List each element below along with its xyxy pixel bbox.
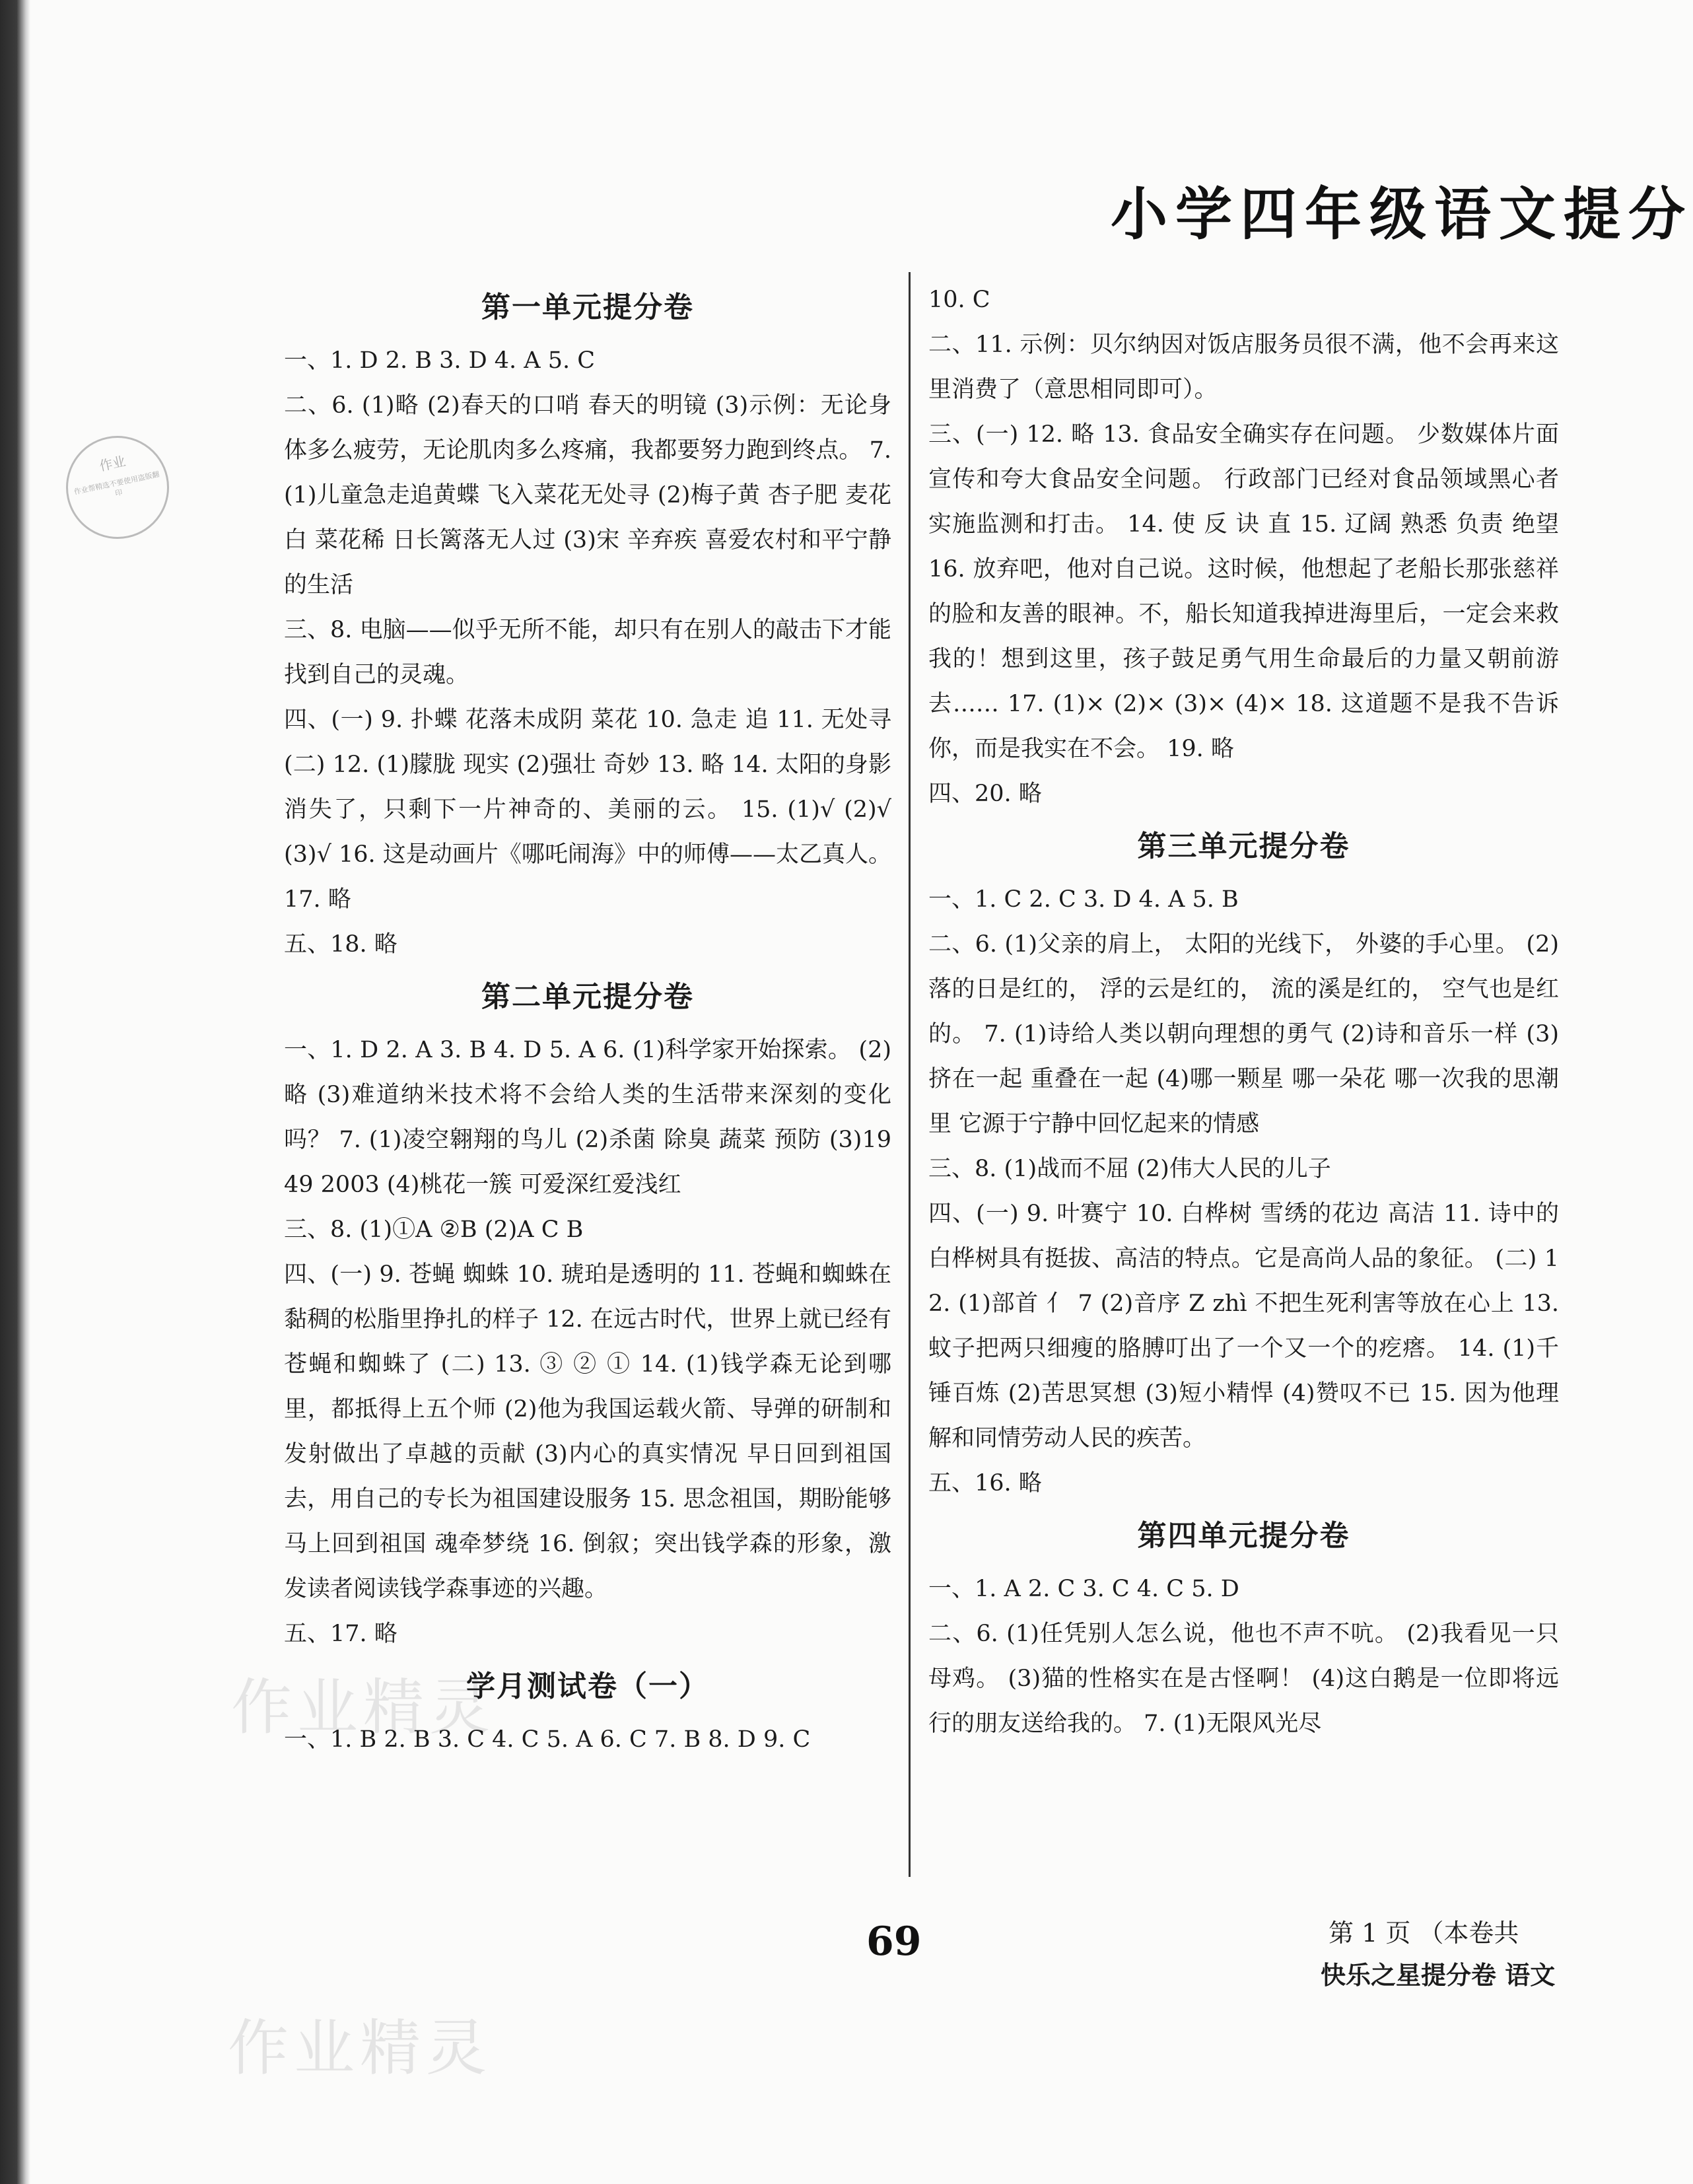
section-title: 第四单元提分卷 [1137,1519,1350,1553]
page-title: 小学四年级语文提分 [1111,182,1693,248]
answer-paragraph: 二、6. (1)父亲的肩上， 太阳的光线下， 外婆的手心里。 (2)落的日是红的， 浮的云是红的， 流的溪是红的， 空气也是红的。 7. (1)诗给人类以朝向理想的勇气 (2)诗和音乐一样 (3)挤在一起 重叠在一起 (4)哪一颗星 哪一朵花 哪一次我的思潮里 它源于宁静中回忆起来的情感 [928,931,1559,1137]
answer-paragraph: 二、6. (1)略 (2)春天的口哨 春天的明镜 (3)示例：无论身体多么疲劳，无论肌肉多么疼痛，我都要努力跑到终点。 7. (1)儿童急走追黄蝶 飞入菜花无处寻 (2)梅子黄 杏子肥 麦花白 菜花稀 日长篱落无人过 (3)宋 辛弃疾 喜爱农村和平宁静的生活 [284,392,891,598]
stamp-title: 作业 [98,452,127,474]
answer-paragraph: 四、(一) 9. 扑蝶 花落未成阴 菜花 10. 急走 追 11. 无处寻 (二) 12. (1)朦胧 现实 (2)强壮 奇妙 13. 略 14. 太阳的身影消失了，只剩下一片神奇的、美丽的云。 15. (1)√ (2)√ (3)√ 16. 这是动画片《哪吒闹海》中的师傅——太乙真人。 17. 略 [284,707,891,913]
section-title: 学月测试卷（一） [466,1670,709,1703]
answer-paragraph: 一、1. B 2. B 3. C 4. C 5. A 6. C 7. B 8. D 9. C [284,1726,811,1753]
answer-paragraph: 五、18. 略 [284,931,397,958]
left-column [284,277,891,1762]
answer-paragraph: 四、20. 略 [928,781,1042,807]
answer-paragraph: 二、6. (1)任凭别人怎么说，他也不声不吭。 (2)我看见一只母鸡。 (3)猫的性格实在是古怪啊！ (4)这白鹅是一位即将远行的朋友送给我的。 7. (1)无限风光尽 [928,1621,1559,1737]
answer-paragraph: 一、1. C 2. C 3. D 4. A 5. B [928,886,1239,913]
answer-paragraph: 五、16. 略 [928,1470,1042,1497]
answer-paragraph: 三、8. (1)战而不屈 (2)伟大人民的儿子 [928,1156,1331,1182]
stamp-logo [56,426,178,548]
right-column [928,277,1559,1746]
answer-paragraph: 三、(一) 12. 略 13. 食品安全确实存在问题。 少数媒体片面宣传和夸大食品安全问题。 行政部门已经对食品领域黑心者实施监测和打击。 14. 使 反 诀 直 15. 辽阔 熟悉 负责 绝望 16. 放弃吧，他对自己说。这时候，他想起了老船长那张慈祥的脸和友善的眼神。不，船长知道我掉进海里后，一定会来救我的！想到这里，孩子鼓足勇气用生命最后的力量又朝前游去…… 17. (1)× (2)× (3)× (4)× 18. 这道题不是我不告诉你，而是我实在不会。 19. 略 [928,421,1559,762]
answer-paragraph: 三、8. 电脑——似乎无所不能，却只有在别人的敲击下才能找到自己的灵魂。 [284,617,891,688]
watermark-bottom: 作业精灵 [228,2013,493,2084]
footer-brand: 快乐之星提分卷 语文 [1321,1960,1556,1990]
page-number: 69 [866,1919,922,1965]
stamp-text: 作业帮精选不要使用盗版翻印 [73,470,160,498]
footer-page-label: 第 1 页 （本卷共 [1329,1919,1519,1948]
section-title: 第二单元提分卷 [481,980,694,1014]
answer-paragraph: 一、1. D 2. A 3. B 4. D 5. A 6. (1)科学家开始探索。 (2)略 (3)难道纳米技术将不会给人类的生活带来深刻的变化吗？ 7. (1)凌空翱翔的鸟儿 (2)杀菌 除臭 蔬菜 预防 (3)1949 2003 (4)桃花一簇 可爱深红爱浅红 [284,1037,891,1198]
answer-paragraph: 一、1. A 2. C 3. C 4. C 5. D [928,1576,1239,1602]
answer-paragraph: 10. C [928,287,990,313]
answer-paragraph: 二、11. 示例：贝尔纳因对饭店服务员很不满，他不会再来这里消费了（意思相同即可）。 [928,332,1559,403]
answer-paragraph: 四、(一) 9. 苍蝇 蜘蛛 10. 琥珀是透明的 11. 苍蝇和蜘蛛在黏稠的松脂里挣扎的样子 12. 在远古时代，世界上就已经有苍蝇和蜘蛛了 (二) 13. ③ ② ① 14. (1)钱学森无论到哪里，都抵得上五个师 (2)他为我国运载火箭、导弹的研制和发射做出了卓越的贡献 (3)内心的真实情况 早日回到祖国去，用自己的专长为祖国建设服务 15. 思念祖国，期盼能够马上回到祖国 魂牵梦绕 16. 倒叙；突出钱学森的形象，激发读者阅读钱学森事迹的兴趣。 [284,1261,891,1602]
section-title: 第三单元提分卷 [1137,829,1350,863]
watermark: 作业精灵 [231,1672,496,1743]
scan-edge [0,0,30,2184]
answer-paragraph: 一、1. D 2. B 3. D 4. A 5. C [284,347,595,374]
column-divider [909,272,911,1877]
answer-paragraph: 四、(一) 9. 叶赛宁 10. 白桦树 雪绣的花边 高洁 11. 诗中的白桦树具有挺拔、高洁的特点。它是高尚人品的象征。 (二) 12. (1)部首 亻 7 (2)音序 Z zhì 不把生死利害等放在心上 13. 蚊子把两只细瘦的胳膊叮出了一个又一个的疙瘩。 14. (1)千锤百炼 (2)苦思冥想 (3)短小精悍 (4)赞叹不已 15. 因为他理解和同情劳动人民的疾苦。 [928,1201,1559,1452]
answer-paragraph: 三、8. (1)①A ②B (2)A C B [284,1216,584,1243]
section-title: 第一单元提分卷 [481,291,694,324]
answer-paragraph: 五、17. 略 [284,1621,397,1647]
